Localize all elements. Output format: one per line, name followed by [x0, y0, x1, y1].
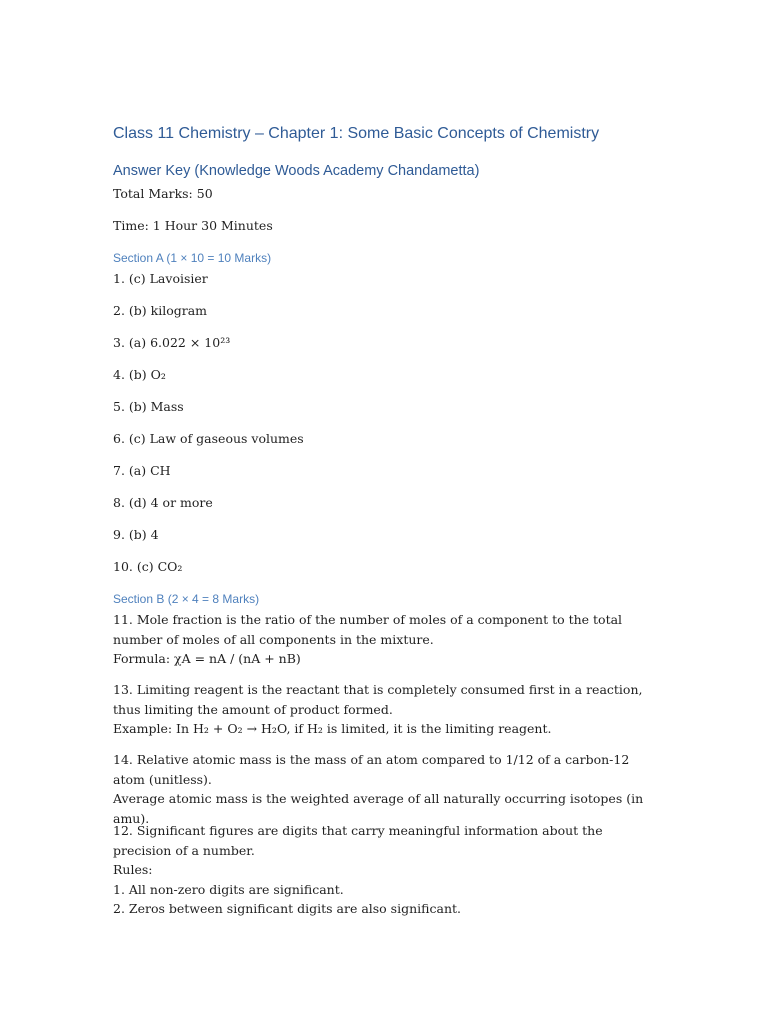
- total-marks: Total Marks: 50: [113, 186, 213, 201]
- answer-paragraph-14: [113, 750, 658, 828]
- answer-item: 7. (a) CH: [113, 463, 171, 478]
- answer-item: 3. (a) 6.022 × 10²³: [113, 335, 231, 350]
- document-subtitle: Answer Key (Knowledge Woods Academy Chandametta): [113, 163, 480, 179]
- answer-example: Example: In H₂ + O₂ → H₂O, if H₂ is limited, it is the limiting reagent.: [113, 721, 552, 736]
- answer-text: 13. Limiting reagent is the reactant that is completely consumed first in a reaction, thus limiting the amount of product formed.: [113, 682, 643, 717]
- answer-item: 1. (c) Lavoisier: [113, 271, 208, 286]
- exam-time: Time: 1 Hour 30 Minutes: [113, 218, 273, 233]
- answer-text: 11. Mole fraction is the ratio of the number of moles of a component to the total number of moles of all components in the mixture.: [113, 612, 623, 647]
- answer-paragraph-11: [113, 610, 658, 669]
- answer-text: Average atomic mass is the weighted average of all naturally occurring isotopes (in amu).: [113, 791, 644, 826]
- answer-item: 10. (c) CO₂: [113, 559, 183, 574]
- answer-item: 9. (b) 4: [113, 527, 159, 542]
- answer-item: 6. (c) Law of gaseous volumes: [113, 431, 304, 446]
- answer-text: 12. Significant figures are digits that carry meaningful information about the precision of a number.: [113, 823, 603, 858]
- answer-paragraph-12: [113, 821, 658, 919]
- section-a-heading: Section A (1 × 10 = 10 Marks): [113, 251, 272, 265]
- rule-item: 2. Zeros between significant digits are also significant.: [113, 901, 461, 916]
- answer-paragraph-13: [113, 680, 658, 739]
- answer-item: 4. (b) O₂: [113, 367, 166, 382]
- rules-label: Rules:: [113, 862, 153, 877]
- answer-item: 8. (d) 4 or more: [113, 495, 213, 510]
- section-b-heading: Section B (2 × 4 = 8 Marks): [113, 592, 260, 606]
- answer-item: 2. (b) kilogram: [113, 303, 208, 318]
- answer-text: 14. Relative atomic mass is the mass of an atom compared to 1/12 of a carbon-12 atom (unitless).: [113, 752, 630, 787]
- answer-formula: Formula: χA = nA / (nA + nB): [113, 651, 301, 666]
- document-title: Class 11 Chemistry – Chapter 1: Some Basic Concepts of Chemistry: [113, 125, 600, 142]
- rule-item: 1. All non-zero digits are significant.: [113, 881, 344, 897]
- answer-item: 5. (b) Mass: [113, 399, 184, 414]
